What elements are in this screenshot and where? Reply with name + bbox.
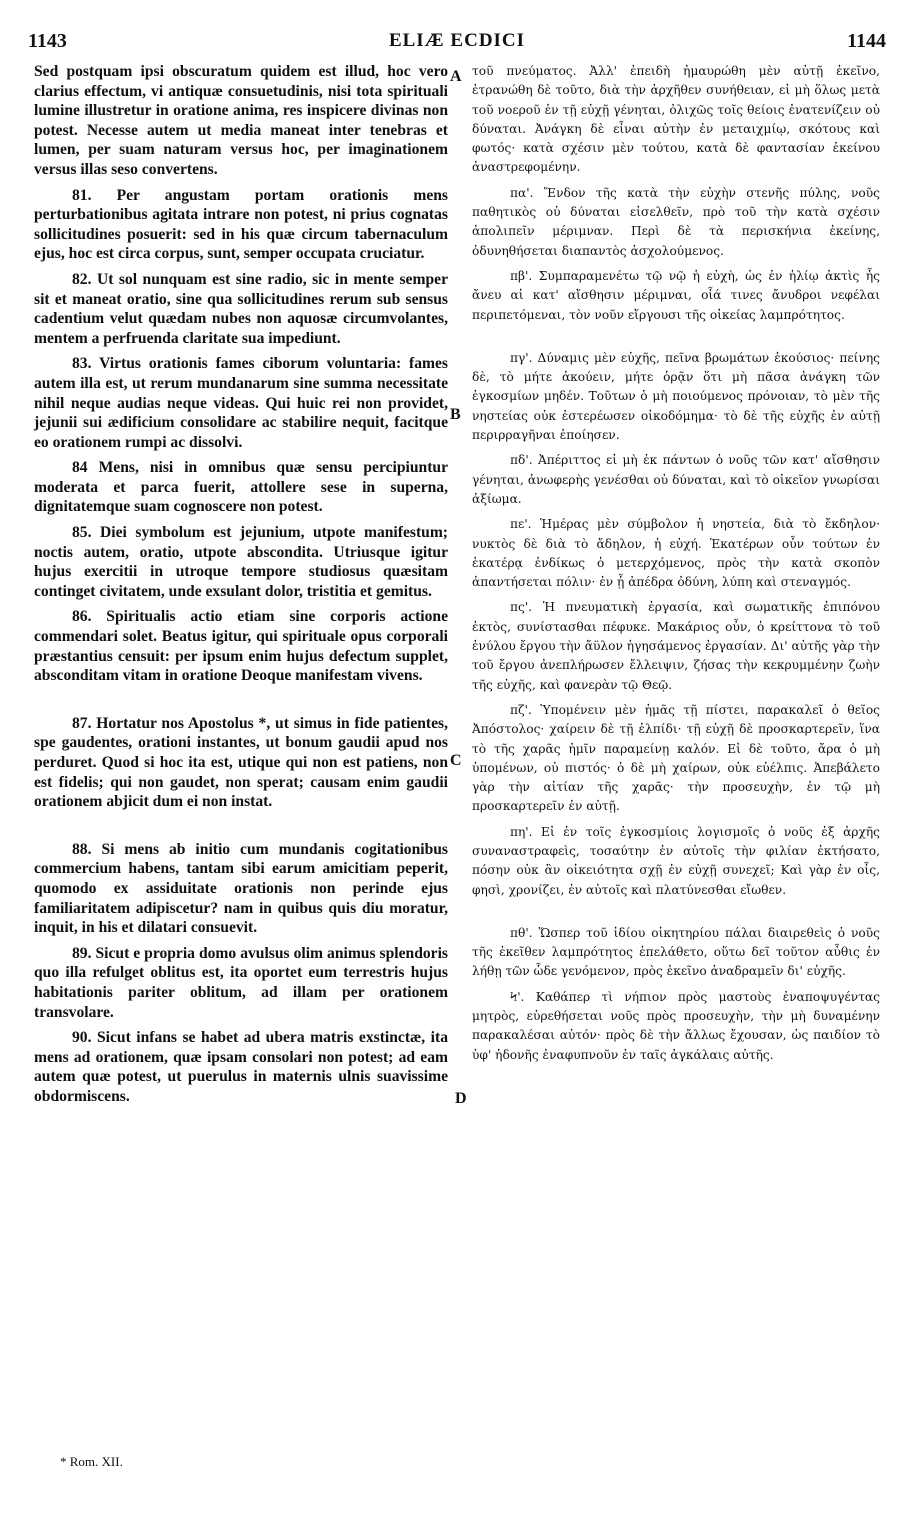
latin-paragraph: 85. Diei symbolum est jejunium, utpote manifestum; noctis autem, oratio, utpote abscondita. Utriusque igitur hujus exercitii in utroque tempore studiosus quæsitam continget civitatem, unde exsulant dolor, tristitia et gemitus. [34, 524, 448, 600]
greek-paragraph: Ϟ'. Καθάπερ τὶ νήπιον πρὸς μαστοὺς ἐναποψυγέντας μητρὸς, εὑρεθήσεται νοῦς πρὸς προσευχὴν, τὴν μὴ δυναμένην παρακαλέσαι αὐτόν· πρὸς δὲ τὴν ἄλλως ἔχουσαν, ὡς παιδίον τὸ ὑφ' ἡδονῆς ἐναφυπνοῦν ἐν ταῖς ἀγκάλαις αὐτῆς. [472, 989, 880, 1062]
latin-paragraph: 86. Spiritualis actio etiam sine corporis actione commendari solet. Beatus igitur, qui spirituale opus corporali præstantius censuit: per ipsum enim hujus defectum supplet, absconditam vitam in oratione Deoque manifestam vivens. [34, 608, 448, 685]
greek-paragraph: πε'. Ἡμέρας μὲν σύμβολον ἡ νηστεία, διὰ τὸ ἔκδηλον· νυκτὸς δὲ διὰ τὸ ἄδηλον, ἡ εὐχή. Ἑκατέρων οὖν τούτων ἐν ἑκατέρᾳ ἐνδίκως ὁ μετερχόμενος, πρὸς τὴν κατὰ σκοπὸν ἀπαντήσεται πόλιν· ἐν ᾗ ἀπέδρα ὀδύνη, λύπη καὶ στεναγμός. [472, 517, 880, 590]
right-page-number: 1144 [847, 30, 886, 52]
latin-paragraph: 88. Si mens ab initio cum mundanis cogitationibus commercium habens, tantam sibi earum amicitiam peperit, quomodo ex assiduitate orationis non perinde ejus familiaritatem adipiscetur? nam in quibus quis diu moratur, inquit, in his et dilatari consuevit. [34, 840, 448, 937]
running-title: ELIÆ ECDICI [388, 30, 526, 51]
footnote: * Rom. XII. [60, 1454, 123, 1469]
latin-paragraph: 87. Hortatur nos Apostolus *, ut simus in fide patientes, spe gaudentes, orationi instantes, ut bonum gaudii apud nos perduret. Quod si hoc ita est, utique qui non est patiens, non est fidelis; qui non gaudet, non sperat; causam enim gaudii orationem abjicit dum ei non instat. [34, 714, 448, 811]
latin-paragraph: 84 Mens, nisi in omnibus quæ sensu percipiuntur moderata et parca fuerit, attollere sese in superna, dignitatemque suam cognoscere non potest. [34, 459, 448, 516]
greek-paragraph: πβ'. Συμπαραμενέτω τῷ νῷ ἡ εὐχὴ, ὡς ἐν ἡλίῳ ἀκτὶς ἧς ἄνευ αἱ κατ' αἴσθησιν μέριμναι, οἷά τινες ἄνυδροι νεφέλαι περιπετόμεναι, τὸν νοῦν εἴργουσι τῆς οἰκείας λαμπρότητος. [472, 268, 880, 322]
greek-paragraph: πα'. Ἔνδον τῆς κατὰ τὴν εὐχὴν στενῆς πύλης, νοῦς παθητικὸς οὐ δύναται εἰσελθεῖν, πρὸ τοῦ τὴν κατὰ σχέσιν ἀπολιπεῖν μέριμναν. Περὶ δὲ τὰ περισκήνια ἐκείνης, ὀδυνηθήσεται διαπαντὸς ἀσχολούμενος. [472, 185, 880, 258]
left-page-number: 1143 [28, 30, 67, 52]
section-marker: B [450, 406, 461, 423]
greek-paragraph: τοῦ πνεύματος. Ἀλλ' ἐπειδὴ ἠμαυρώθη μὲν αὐτῇ ἐκεῖνο, ἐτρανώθη δὲ τοῦτο, διὰ τὴν ἀρχῆθεν συνήθειαν, εἰ μὴ ὅλως μετὰ τοῦ νοεροῦ ἐν τῇ εὐχῇ γένηται, ὀλιχῶς τοῖς θείοις ἐνατενίζειν οὐ δύναται. Ἀνάγκη δὲ εἶναι αὐτὴν ἐν μεταιχμίῳ, σκότους καὶ φωτός· κατὰ σχέσιν μὲν τούτου, κατὰ δὲ φαντασίαν ἐκείνου ἀναστρεφομένην. [472, 64, 880, 175]
latin-paragraph: 83. Virtus orationis fames ciborum voluntaria: fames autem illa est, ut rerum mundanarum sine summa necessitate nihil neque audias neque videas. Qui huic rei non providet, jejunii sui ædificium consolidare ac stabilire nequit, facitque eo orationem rumpi ac dissolvi. [34, 355, 448, 451]
greek-paragraph: πς'. Ἡ πνευματικὴ ἐργασία, καὶ σωματικῆς ἐπιπόνου ἐκτὸς, συνίστασθαι πέφυκε. Μακάριος οὖν, ὁ κρείττονα τὸ τοῦ ἐνύλου ἔργου τὴν ἄϋλον ἡγησάμενος ἐργασίαν. Δι' αὐτῆς γὰρ τὴν τοῦ ἔργου ἀνεπλήρωσεν ἔλλειψιν, ζήσας τὴν κεκρυμμένην ζωὴν τῆς εὐχῆς, καὶ φανερὰν τῷ Θεῷ. [472, 600, 880, 692]
latin-paragraph: 89. Sicut e propria domo avulsus olim animus splendoris quo illa refulget oblitus est, ita oportet eum terrestris hujus habitationis pariter oblitum, ad illam per orationem transvolare. [34, 944, 448, 1021]
page-header [28, 30, 886, 56]
section-marker: A [450, 68, 462, 85]
greek-paragraph: πζ'. Ὑπομένειν μὲν ἡμᾶς τῇ πίστει, παρακαλεῖ ὁ θεῖος Ἀπόστολος· χαίρειν δὲ τῇ ἐλπίδι· τῇ εὐχῇ δὲ προσκαρτερεῖν, ἵνα τὸ τῆς χαρᾶς ἡμῖν παραμείνῃ καλόν. Εἰ δὲ τοῦτο, ἄρα ὁ μὴ ὑπομένων, οὐ πιστός· ὁ δὲ μὴ χαίρων, οὐκ εὐέλπις. Ἀπεβάλετο γὰρ τὴν αἰτίαν τῆς χαρᾶς· τὴν προσευχὴν, ἐν τῷ μὴ προσκαρτερεῖν ἐν αὐτῇ. [472, 702, 880, 814]
greek-paragraph: πθ'. Ὥσπερ τοῦ ἰδίου οἰκητηρίου πάλαι διαιρεθεὶς ὁ νοῦς τῆς ἐκεῖθεν λαμπρότητος ἐπελάθετο, οὕτω δεῖ τοῦτον αὖθις ἐν λήθῃ τῶν ὧδε γενόμενον, πρὸς ἐκεῖνο ἀναδραμεῖν δι' εὐχῆς. [472, 925, 880, 979]
latin-column [34, 62, 448, 1113]
latin-paragraph: 81. Per angustam portam orationis mens perturbationibus agitata intrare non potest, ni prius cognatas sollicitudines posuerit: sed in his quæ circum tabernaculum ejus, hoc est circa corpus, sunt, semper occupata cruciatur. [34, 186, 448, 263]
greek-paragraph: πη'. Εἰ ἐν τοῖς ἐγκοσμίοις λογισμοῖς ὁ νοῦς ἐξ ἀρχῆς συναναστραφεὶς, τοσαύτην ἐν αὐτοῖς τὴν φιλίαν ἐκτήσατο, πόσην οὐκ ἂν οἰκειότητα σχῇ ἐν εὐχῇ συνεχεῖ; Καὶ γὰρ ἐν οἷς, φησὶ, χρονίζει, ἐν αὐτοῖς καὶ πλατύνεσθαι εἴωθεν. [472, 824, 880, 897]
latin-paragraph: 82. Ut sol nunquam est sine radio, sic in mente semper sit et maneat oratio, sine qua sollicitudines rerum sub sensus cadentium velut quædam nubes non aquosæ circumvolantes, mentem a perfruenda claritate sua impediunt. [34, 270, 448, 347]
section-marker: D [455, 1090, 467, 1107]
greek-column [472, 62, 880, 1071]
greek-paragraph: πγ'. Δύναμις μὲν εὐχῆς, πεῖνα βρωμάτων ἑκούσιος· πείνης δὲ, τὸ μήτε ἀκούειν, μήτε ὁρᾷν ὅτι μὴ πᾶσα ἀνάγκη τῶν ἐγκοσμίων μηδέν. Τοῦτων ὁ μὴ ποιούμενος πρόνοιαν, τὸ μὲν τῆς νηστείας οὐκ ἐστερέωσεν οἰκοδόμημα· τὸ δὲ τῆς εὐχῆς ἐν αὐτῇ περιρραγῆναι ἐποίησεν. [472, 350, 880, 443]
section-marker: C [450, 752, 462, 769]
latin-paragraph: 90. Sicut infans se habet ad ubera matris exstinctæ, ita mens ad orationem, quæ ipsam consolari non potest; ad eam autem quæ potest, ut puerulus in maternis ulnis suavissime obdormiscens. [34, 1029, 448, 1105]
latin-paragraph: Sed postquam ipsi obscuratum quidem est illud, hoc vero clarius effectum, vi antiquæ consuetudinis, nisi tota spirituali lumine illustretur in oratione anima, res inspicere divinas non potest. Necesse autem ut media maneat inter tenebras et lumen, per suam naturam versus hoc, per imaginationem versus illas seso convertens. [34, 63, 448, 178]
greek-paragraph: πδ'. Ἀπέριττος εἰ μὴ ἐκ πάντων ὁ νοῦς τῶν κατ' αἴσθησιν γένηται, ἀνωφερὴς γενέσθαι οὐ δύναται, καὶ τὸ οἰκεῖον γνωρίσαι ἀξίωμα. [472, 453, 880, 506]
